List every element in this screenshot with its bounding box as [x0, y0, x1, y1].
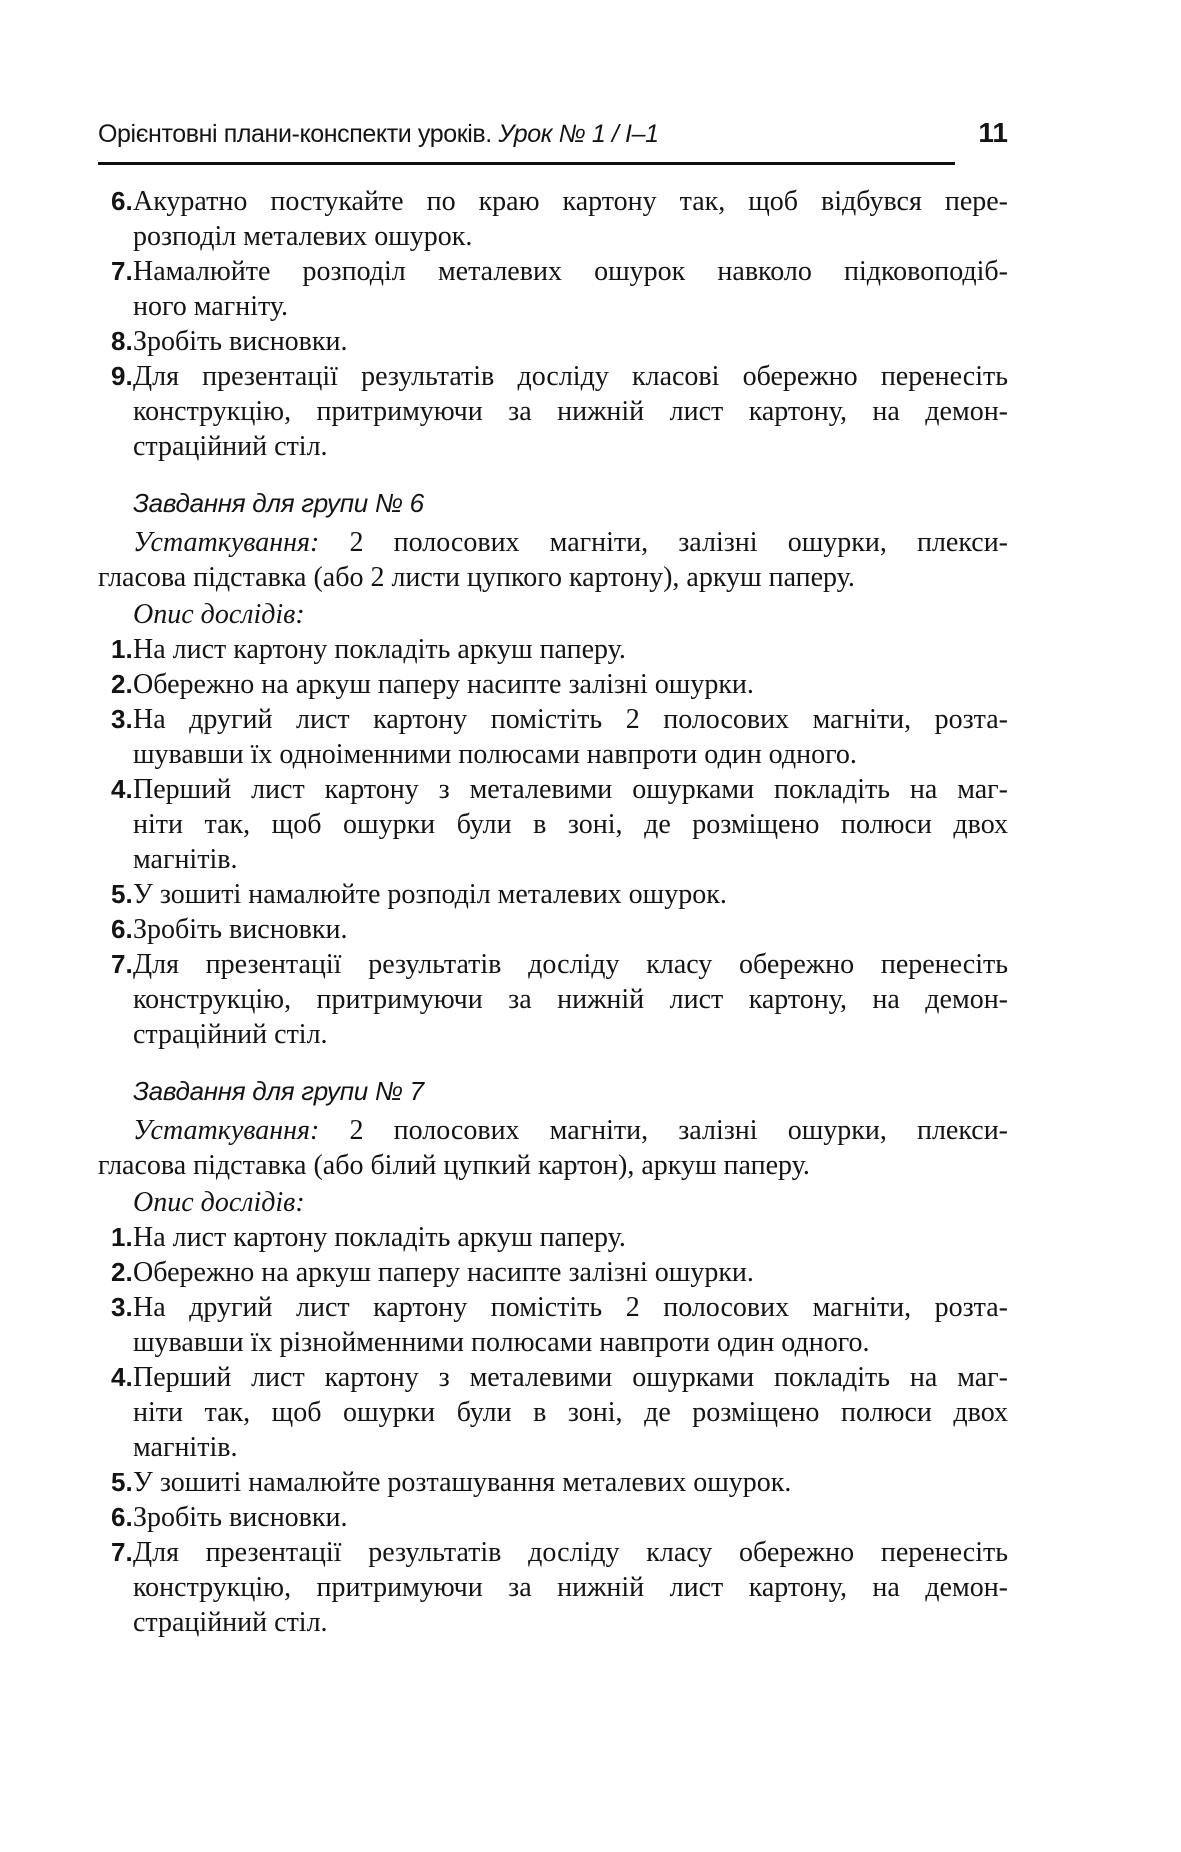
list-item [98, 1500, 1008, 1535]
text-line: Обережно на аркуш паперу насипте залізні ошурки. [133, 669, 754, 700]
text-line: Перший лист картону з металевими ошурками покладіть на маг- [133, 774, 1008, 805]
equipment-paragraph [98, 1113, 1008, 1183]
item-text [133, 1465, 1008, 1500]
description-heading: Опис дослідів: [133, 1187, 305, 1218]
group-heading: Завдання для групи № 7 [133, 1076, 424, 1106]
item-number: 1. [111, 634, 133, 664]
item-number: 4. [111, 1362, 133, 1392]
item-number: 2. [111, 669, 133, 699]
text-line: розподіл металевих ошурок. [133, 221, 473, 252]
item-text [133, 632, 1008, 667]
text-line: конструкцію, притримуючи за нижній лист картону, на демон- [133, 1572, 1008, 1603]
item-text [133, 667, 1008, 702]
numbered-list [98, 184, 1008, 464]
text-line: шувавши їх одноіменними полюсами навпроти один одного. [133, 739, 857, 770]
text-line: Для презентації результатів досліду класу обережно перенесіть [133, 949, 1008, 980]
text-line: конструкцію, притримуючи за нижній лист картону, на демон- [133, 984, 1008, 1015]
list-item [98, 1290, 1008, 1360]
item-number: 5. [111, 879, 133, 909]
item-text [133, 772, 1008, 877]
item-text [133, 1500, 1008, 1535]
text-line: ного магніту. [133, 291, 289, 322]
text-line [98, 1113, 1008, 1148]
item-number: 2. [111, 1257, 133, 1287]
list-item [98, 359, 1008, 464]
list-item [98, 947, 1008, 1052]
equipment-label: Устаткування: [133, 1115, 320, 1146]
text-line: гласова підставка (або 2 листи цупкого картону), аркуш паперу. [98, 562, 855, 593]
text-line: ніти так, щоб ошурки були в зоні, де розміщено полюси двох [133, 1397, 1008, 1428]
text-line: Для презентації результатів досліду класові обережно перенесіть [133, 361, 1008, 392]
text-line: На другий лист картону помістіть 2 полосових магніти, розта- [133, 1292, 1008, 1323]
text-line: Перший лист картону з металевими ошурками покладіть на маг- [133, 1362, 1008, 1393]
numbered-list [98, 632, 1008, 1052]
page-content [98, 184, 1008, 1640]
item-number: 6. [111, 1502, 133, 1532]
text-line: страційний стіл. [133, 1607, 328, 1638]
list-item [98, 1360, 1008, 1465]
text-line: У зошиті намалюйте розташування металевих ошурок. [133, 1467, 792, 1498]
text-line: Обережно на аркуш паперу насипте залізні ошурки. [133, 1257, 754, 1288]
text-line: Зробіть висновки. [133, 914, 348, 945]
text-line: страційний стіл. [133, 431, 328, 462]
item-number: 5. [111, 1467, 133, 1497]
item-number: 7. [111, 256, 133, 286]
text-line: Зробіть висновки. [133, 1502, 348, 1533]
equipment-paragraph [98, 525, 1008, 595]
text-line: страційний стіл. [133, 1019, 328, 1050]
book-page [0, 117, 1181, 1852]
item-text [133, 1290, 1008, 1360]
item-number: 6. [111, 186, 133, 216]
text-line: На лист картону покладіть аркуш паперу. [133, 634, 626, 665]
list-item [98, 1535, 1008, 1640]
list-item [98, 702, 1008, 772]
item-text [133, 184, 1008, 254]
text-line: У зошиті намалюйте розподіл металевих ошурок. [133, 879, 727, 910]
numbered-list [98, 1220, 1008, 1640]
text-line: гласова підставка (або білий цупкий картон), аркуш паперу. [98, 1150, 810, 1181]
list-item [98, 667, 1008, 702]
text-line: На другий лист картону помістіть 2 полосових магніти, розта- [133, 704, 1008, 735]
item-text [133, 947, 1008, 1052]
list-item [98, 1220, 1008, 1255]
item-text [133, 1535, 1008, 1640]
text-line: магнітів. [133, 1432, 238, 1463]
item-number: 7. [111, 1537, 133, 1567]
list-item [98, 772, 1008, 877]
list-item [98, 254, 1008, 324]
text-line: Зробіть висновки. [133, 326, 348, 357]
text-line: Для презентації результатів досліду класу обережно перенесіть [133, 1537, 1008, 1568]
item-number: 3. [111, 1292, 133, 1322]
list-item [98, 184, 1008, 254]
item-text [133, 912, 1008, 947]
list-item [98, 324, 1008, 359]
text-line: магнітів. [133, 844, 238, 875]
item-text [133, 702, 1008, 772]
item-number: 3. [111, 704, 133, 734]
text-line: Акуратно постукайте по краю картону так, щоб відбувся пере- [133, 186, 1008, 217]
equipment-items: 2 полосових магніти, залізні ошурки, плекси- [319, 527, 1008, 558]
list-item [98, 632, 1008, 667]
item-text [133, 359, 1008, 464]
group-heading: Завдання для групи № 6 [133, 488, 424, 518]
text-line: конструкцію, притримуючи за нижній лист картону, на демон- [133, 396, 1008, 427]
item-text [133, 877, 1008, 912]
list-item [98, 1255, 1008, 1290]
page-number: 11 [978, 117, 1008, 148]
list-item [98, 1465, 1008, 1500]
item-text [133, 254, 1008, 324]
text-line: Намалюйте розподіл металевих ошурок навколо підковоподіб- [133, 256, 1008, 287]
running-head-regular: Орієнтовні плани-конспекти уроків. [98, 120, 499, 148]
list-item [98, 877, 1008, 912]
item-text [133, 324, 1008, 359]
page-header [98, 117, 1008, 167]
item-number: 8. [111, 326, 133, 356]
equipment-items: 2 полосових магніти, залізні ошурки, плекси- [319, 1115, 1008, 1146]
text-line: На лист картону покладіть аркуш паперу. [133, 1222, 626, 1253]
item-number: 4. [111, 774, 133, 804]
text-line: ніти так, щоб ошурки були в зоні, де розміщено полюси двох [133, 809, 1008, 840]
text-line [98, 525, 1008, 560]
running-head-lesson: Урок № 1 / І–1 [498, 120, 659, 148]
item-number: 1. [111, 1222, 133, 1252]
item-text [133, 1255, 1008, 1290]
running-head [98, 120, 659, 148]
item-number: 9. [111, 361, 133, 391]
description-heading: Опис дослідів: [133, 599, 305, 630]
list-item [98, 912, 1008, 947]
item-number: 7. [111, 949, 133, 979]
item-number: 6. [111, 914, 133, 944]
item-text [133, 1220, 1008, 1255]
equipment-label: Устаткування: [133, 527, 320, 558]
header-rule [98, 162, 955, 165]
item-text [133, 1360, 1008, 1465]
text-line: шувавши їх різнойменними полюсами навпроти один одного. [133, 1327, 870, 1358]
